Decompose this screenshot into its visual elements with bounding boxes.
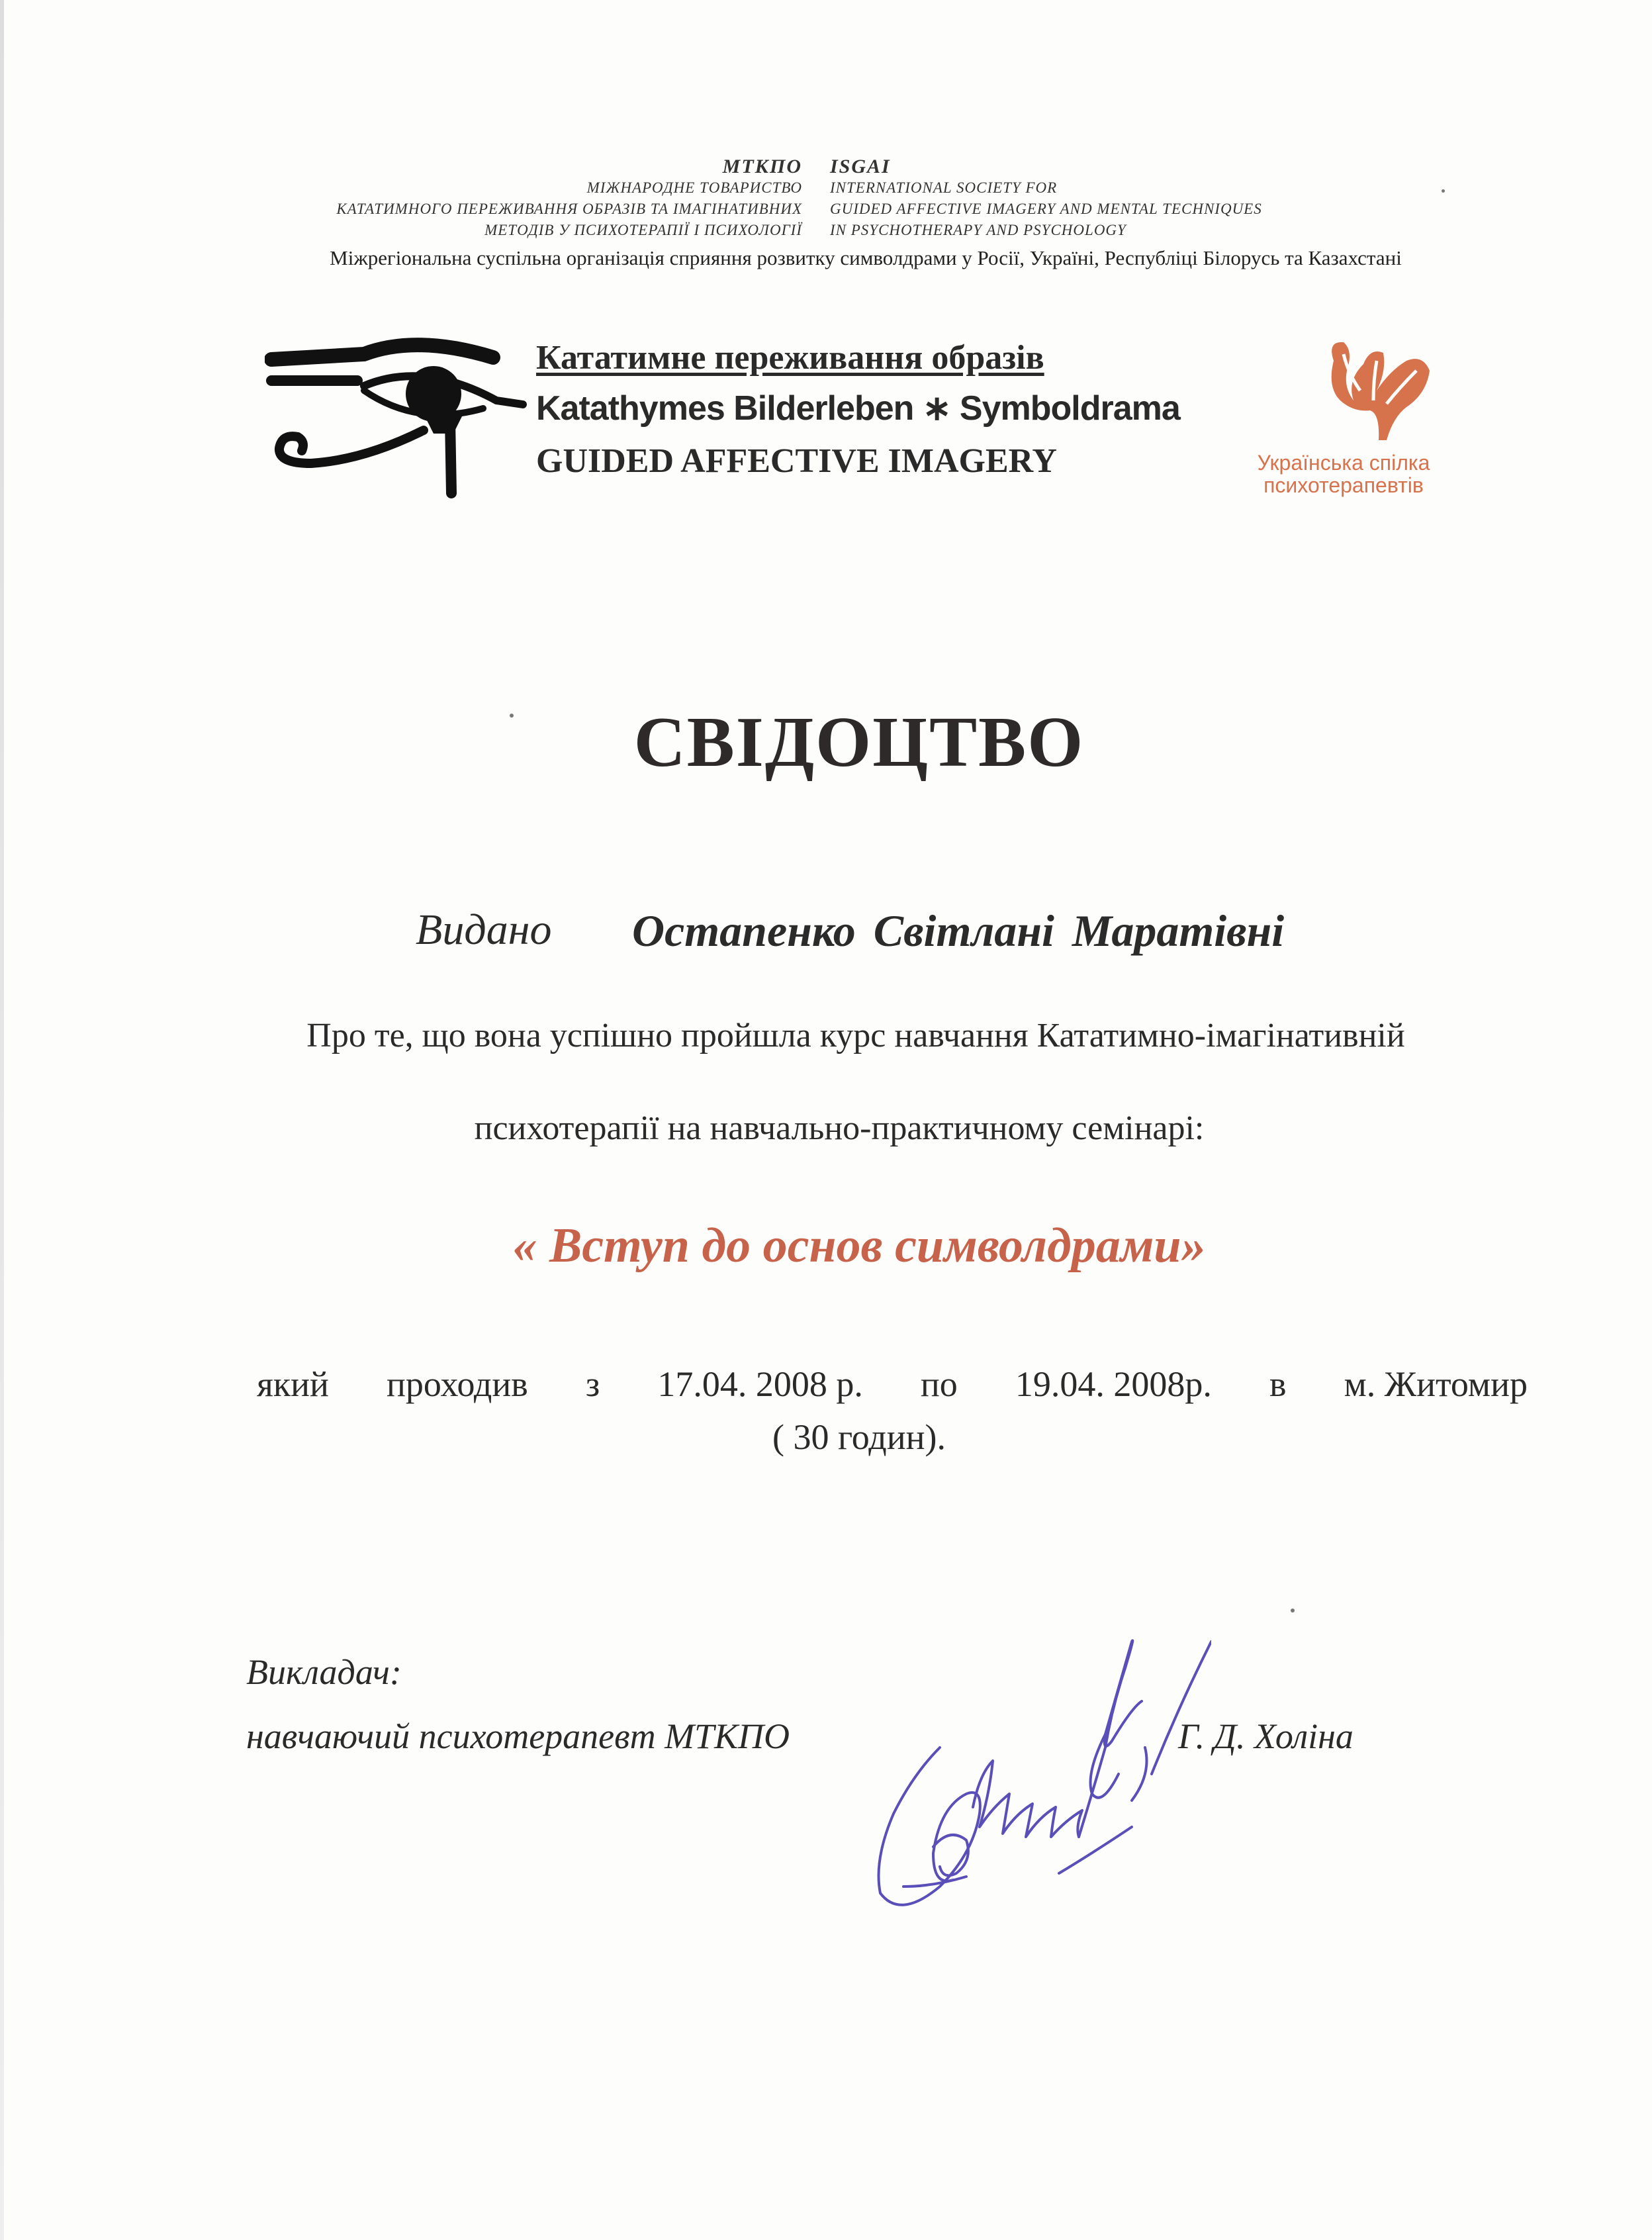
dates-word: по	[920, 1364, 958, 1404]
course-hours: ( 30 годин).	[772, 1417, 946, 1457]
usp-logo	[1307, 334, 1446, 453]
certificate-title: СВІДОЦТВО	[633, 703, 1085, 782]
recipient-name: Остапенко Світлані Маратівні	[632, 906, 1285, 956]
eye-of-horus-logo	[265, 328, 529, 503]
org-mtkpo-line: МІЖНАРОДНЕ ТОВАРИСТВО	[586, 179, 802, 196]
teacher-name: Г. Д. Холіна	[1178, 1716, 1354, 1756]
interregional-org-line: Міжрегіональна суспільна організація сприяння розвитку символдрами у Росії, Україні, Республіці Білорусь та Казахстані	[330, 246, 1402, 269]
org-mtkpo-line: МЕТОДІВ У ПСИХОТЕРАПІЇ І ПСИХОЛОГІЇ	[484, 222, 802, 238]
org-mtkpo-abbr: МТКПО	[722, 156, 802, 177]
description-line-2: психотерапії на навчально-практичному семінарі:	[474, 1109, 1205, 1147]
usp-logo-caption	[1248, 451, 1440, 496]
dates-row	[257, 1364, 1528, 1405]
usp-caption-line: Українська спілка	[1257, 451, 1430, 475]
brand-title-ua: Кататимне переживання образів	[536, 339, 1044, 377]
handwritten-signature	[841, 1575, 1211, 1933]
description-line-1: Про те, що вона успішно пройшла курс навчання Кататимно-імагінативній	[306, 1017, 1405, 1054]
brand-title-de: Katathymes Bilderleben ∗ Symboldrama	[536, 389, 1180, 428]
teacher-position: навчаючий психотерапевт МТКПО	[246, 1716, 790, 1756]
org-isgai-abbr: ISGAI	[830, 156, 891, 177]
scan-speck	[510, 714, 514, 718]
org-isgai-line: IN PSYCHOTHERAPY AND PSYCHOLOGY	[830, 222, 1126, 238]
course-title: « Вступ до основ символдрами»	[512, 1219, 1206, 1273]
end-date: 19.04. 2008р.	[1015, 1364, 1212, 1404]
scan-speck	[1442, 189, 1445, 193]
start-date: 17.04. 2008 р.	[657, 1364, 863, 1404]
org-mtkpo-block	[336, 156, 802, 241]
dates-word: проходив	[386, 1364, 528, 1404]
brand-text-block	[536, 334, 1180, 488]
scan-speck	[1291, 1609, 1295, 1612]
issued-to-label: Видано	[416, 906, 552, 954]
dates-word: в	[1269, 1364, 1287, 1404]
city: м. Житомир	[1344, 1364, 1528, 1404]
org-isgai-line: GUIDED AFFECTIVE IMAGERY AND MENTAL TECHNIQUES	[830, 201, 1262, 217]
teacher-label: Викладач:	[246, 1652, 402, 1692]
dates-word: з	[585, 1364, 600, 1404]
org-mtkpo-line: КАТАТИМНОГО ПЕРЕЖИВАННЯ ОБРАЗІВ ТА ІМАГІНАТИВНИХ	[336, 201, 802, 217]
org-isgai-line: INTERNATIONAL SOCIETY FOR	[830, 179, 1058, 196]
brand-title-en: GUIDED AFFECTIVE IMAGERY	[536, 442, 1057, 480]
org-isgai-block	[830, 156, 1262, 241]
usp-caption-line: психотерапевтів	[1263, 473, 1424, 497]
dates-word: який	[257, 1364, 329, 1404]
